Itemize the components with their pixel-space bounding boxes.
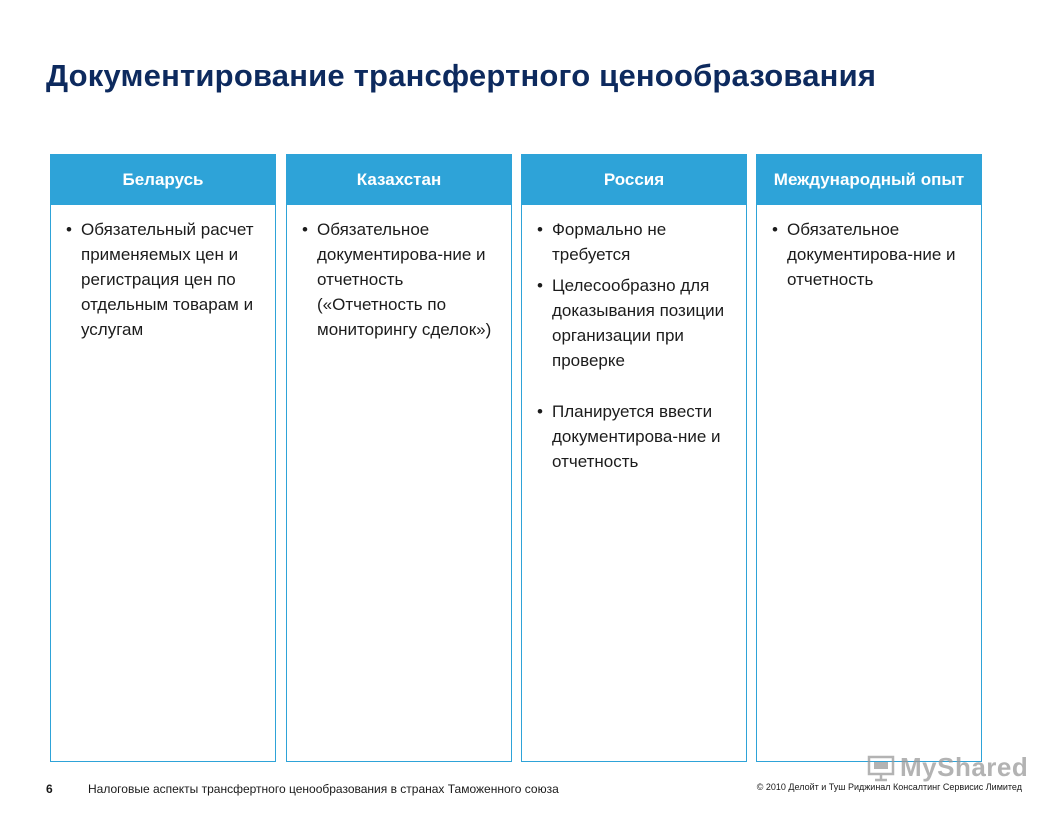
watermark-text: MyShared bbox=[900, 752, 1029, 782]
column-kazakhstan bbox=[286, 154, 512, 762]
column-header: Международный опыт bbox=[757, 155, 981, 205]
column-russia bbox=[521, 154, 747, 762]
column-international bbox=[756, 154, 982, 762]
bullet-item: • Обязательное документирова-ние и отчетность bbox=[767, 217, 975, 292]
bullet-item: • Целесообразно для доказывания позиции организации при проверке bbox=[532, 273, 740, 373]
bullet-item: • Формально не требуется bbox=[532, 217, 740, 267]
footer-copyright: © 2010 Делойт и Туш Риджинал Консалтинг Сервисис Лимитед bbox=[756, 782, 1022, 792]
bullet-list bbox=[287, 205, 511, 342]
bullet-list bbox=[522, 205, 746, 474]
column-header: Беларусь bbox=[51, 155, 275, 205]
page-number: 6 bbox=[46, 782, 53, 796]
bullet-list bbox=[51, 205, 275, 342]
bullet-item: • Обязательный расчет применяемых цен и регистрация цен по отдельным товарам и услугам bbox=[61, 217, 269, 342]
bullet-item: • Планируется ввести документирова-ние и отчетность bbox=[532, 399, 740, 474]
bullet-item: • Обязательное документирова-ние и отчетность («Отчетность по мониторингу сделок») bbox=[297, 217, 505, 342]
column-header: Казахстан bbox=[287, 155, 511, 205]
column-header: Россия bbox=[522, 155, 746, 205]
watermark bbox=[866, 752, 1028, 783]
page-title: Документирование трансфертного ценообразования bbox=[46, 58, 877, 93]
column-belarus bbox=[50, 154, 276, 762]
bullet-list bbox=[757, 205, 981, 292]
footer-text: Налоговые аспекты трансфертного ценообразования в странах Таможенного союза bbox=[88, 782, 559, 796]
presentation-board-icon bbox=[866, 753, 896, 783]
